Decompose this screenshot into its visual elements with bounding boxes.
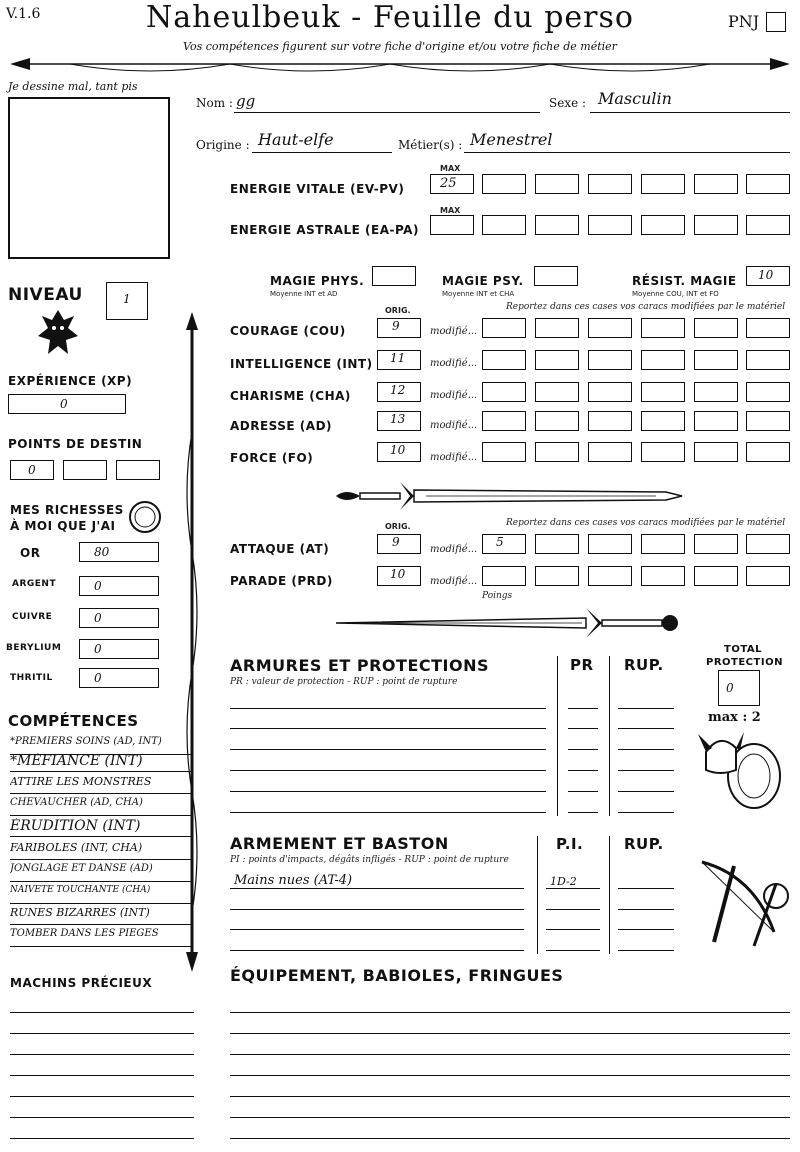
arme-rup-line[interactable] [618, 929, 674, 930]
attaque-mod-value: 5 [496, 535, 504, 549]
force-label: FORCE (FO) [230, 451, 314, 465]
competences-label: COMPÉTENCES [8, 712, 139, 730]
arme-rup-line[interactable] [618, 950, 674, 951]
intelligence-mod-box[interactable] [641, 350, 685, 370]
ev-box[interactable] [588, 174, 632, 194]
caracs-note: Reportez dans ces cases vos caracs modifiées par le matériel [506, 302, 786, 312]
armure-pr-line[interactable] [568, 791, 598, 792]
intelligence-mod-box[interactable] [535, 350, 579, 370]
resist-magie-label: RÉSIST. MAGIE [632, 274, 737, 288]
weapon-name: Mains nues (AT-4) [234, 873, 353, 888]
armure-pr-line[interactable] [568, 812, 598, 813]
courage-mod-box[interactable] [482, 318, 526, 338]
dragon-icon [34, 306, 82, 364]
destin-box[interactable] [116, 460, 160, 480]
cuivre-box[interactable] [79, 608, 159, 628]
adresse-mod-box[interactable] [746, 411, 790, 431]
armures-label: ARMURES ET PROTECTIONS [230, 656, 489, 675]
charisme-modifie: modifié... [430, 390, 478, 401]
metier-value: Menestrel [470, 130, 553, 149]
portrait-frame[interactable] [8, 97, 170, 259]
ea-max-label: MAX [440, 206, 461, 215]
destin-value: 0 [28, 463, 36, 477]
magie-phys-label: MAGIE PHYS. [270, 274, 365, 288]
adresse-mod-box[interactable] [694, 411, 738, 431]
attaque-mod-box[interactable] [694, 534, 738, 554]
competence-item[interactable]: *PREMIERS SOINS (AD, INT) [10, 736, 192, 755]
parade-label: PARADE (PRD) [230, 574, 333, 588]
equipement-line[interactable] [230, 1012, 790, 1013]
metier-label: Métier(s) : [398, 138, 463, 152]
ea-box[interactable] [535, 215, 579, 235]
experience-label: EXPÉRIENCE (XP) [8, 374, 133, 388]
adresse-label: ADRESSE (AD) [230, 419, 333, 433]
or-value: 80 [94, 545, 110, 559]
ea-box[interactable] [482, 215, 526, 235]
charisme-mod-box[interactable] [482, 382, 526, 402]
total-protection-max: max : 2 [708, 710, 761, 725]
courage-mod-box[interactable] [641, 318, 685, 338]
pnj-checkbox[interactable] [766, 12, 786, 32]
armure-pr-line[interactable] [568, 708, 598, 709]
parade-mod-box[interactable] [535, 566, 579, 586]
arme-pi-line[interactable] [546, 929, 600, 930]
magie-psy-note: Moyenne INT et CHA [442, 290, 515, 298]
ev-box[interactable] [482, 174, 526, 194]
force-mod-box[interactable] [641, 442, 685, 462]
courage-value: 9 [392, 319, 400, 333]
adresse-mod-box[interactable] [641, 411, 685, 431]
armement-pi-header: P.I. [556, 835, 584, 853]
total-protection-label-1: TOTAL [724, 644, 762, 655]
armement-rup-header: RUP. [624, 835, 664, 853]
courage-label: COURAGE (COU) [230, 324, 346, 338]
helmet-shield-icon [696, 726, 786, 812]
attaque-mod-box[interactable] [482, 534, 526, 554]
coin-icon [128, 500, 162, 534]
armures-divider [609, 656, 610, 816]
attaque-mod-box[interactable] [641, 534, 685, 554]
ev-box[interactable] [641, 174, 685, 194]
armure-line[interactable] [230, 708, 546, 709]
adresse-mod-box[interactable] [482, 411, 526, 431]
armement-divider [537, 836, 538, 954]
armure-line[interactable] [230, 728, 546, 729]
berylium-box[interactable] [79, 639, 159, 659]
competence-item[interactable]: CHEVAUCHER (AD, CHA) [10, 797, 192, 816]
sword-icon [336, 606, 684, 640]
equipement-line[interactable] [230, 1138, 790, 1139]
ea-box[interactable] [588, 215, 632, 235]
richesses-label-1: MES RICHESSES [10, 503, 124, 517]
armure-line[interactable] [230, 770, 546, 771]
courage-mod-box[interactable] [588, 318, 632, 338]
page-title: Naheulbeuk - Feuille du perso [146, 0, 634, 35]
equipement-line[interactable] [230, 1054, 790, 1055]
weapons-icon [694, 856, 790, 952]
equipement-line[interactable] [230, 1075, 790, 1076]
attaque-modifie: modifié... [430, 544, 478, 555]
attaque-value: 9 [392, 535, 400, 549]
berylium-label: BERYLIUM [6, 643, 62, 653]
magie-psy-box[interactable] [534, 266, 578, 286]
metier-field[interactable] [464, 152, 790, 153]
adresse-mod-box[interactable] [588, 411, 632, 431]
parade-modifie: modifié... [430, 576, 478, 587]
experience-value: 0 [60, 397, 68, 411]
force-modifie: modifié... [430, 452, 478, 463]
arme-line[interactable] [230, 909, 524, 910]
arme-pi-line[interactable] [546, 888, 600, 889]
charisme-mod-box[interactable] [588, 382, 632, 402]
adresse-mod-box[interactable] [535, 411, 579, 431]
magie-phys-box[interactable] [372, 266, 416, 286]
niveau-value: 1 [123, 292, 131, 306]
attaque-mod-box[interactable] [746, 534, 790, 554]
or-box[interactable] [79, 542, 159, 562]
intelligence-mod-box[interactable] [694, 350, 738, 370]
ea-box[interactable] [641, 215, 685, 235]
adresse-modifie: modifié... [430, 420, 478, 431]
courage-modifie: modifié... [430, 326, 478, 337]
machins-label: MACHINS PRÉCIEUX [10, 976, 153, 990]
adresse-value: 13 [390, 412, 406, 426]
arme-rup-line[interactable] [618, 888, 674, 889]
attaque-label: ATTAQUE (AT) [230, 542, 330, 556]
parade-mod-box[interactable] [746, 566, 790, 586]
spear-ornament-icon [10, 54, 790, 78]
cuivre-value: 0 [94, 611, 102, 625]
armure-rup-line[interactable] [618, 708, 674, 709]
richesses-label-2: À MOI QUE J'AI [10, 519, 116, 533]
charisme-mod-box[interactable] [746, 382, 790, 402]
machin-line[interactable] [10, 1033, 194, 1034]
courage-mod-box[interactable] [746, 318, 790, 338]
ev-box[interactable] [746, 174, 790, 194]
courage-mod-box[interactable] [694, 318, 738, 338]
berylium-value: 0 [94, 642, 102, 656]
charisme-value: 12 [390, 383, 406, 397]
competence-item[interactable]: NAÏVETÉ TOUCHANTE (CHA) [10, 885, 192, 904]
force-mod-box[interactable] [588, 442, 632, 462]
ev-box[interactable] [535, 174, 579, 194]
parade-value: 10 [390, 567, 406, 581]
armure-line[interactable] [230, 812, 546, 813]
combat-note: Reportez dans ces cases vos caracs modifiées par le matériel [506, 518, 786, 528]
armement-label: ARMEMENT ET BASTON [230, 834, 449, 853]
ea-label: ENERGIE ASTRALE (EA-PA) [230, 223, 419, 237]
pnj-label: PNJ [728, 12, 760, 31]
armures-note: PR : valeur de protection - RUP : point de rupture [230, 677, 458, 687]
armure-rup-line[interactable] [618, 791, 674, 792]
nom-label: Nom : [196, 96, 233, 110]
parade-mod-box[interactable] [482, 566, 526, 586]
argent-value: 0 [94, 579, 102, 593]
armure-pr-line[interactable] [568, 770, 598, 771]
armure-rup-line[interactable] [618, 728, 674, 729]
machin-line[interactable] [10, 1075, 194, 1076]
competence-item[interactable]: *MÉFIANCE (INT) [10, 753, 192, 772]
armement-divider [609, 836, 610, 954]
intelligence-mod-box[interactable] [746, 350, 790, 370]
machin-line[interactable] [10, 1096, 194, 1097]
intelligence-modifie: modifié... [430, 358, 478, 369]
parade-mod-box[interactable] [641, 566, 685, 586]
version-label: V.1.6 [6, 6, 41, 22]
resist-magie-note: Moyenne COU, INT et FO [632, 290, 719, 298]
ea-box[interactable] [746, 215, 790, 235]
machin-line[interactable] [10, 1054, 194, 1055]
page-subtitle: Vos compétences figurent sur votre fiche d'origine et/ou votre fiche de métier [183, 40, 617, 53]
intelligence-mod-box[interactable] [482, 350, 526, 370]
ev-box[interactable] [694, 174, 738, 194]
ev-max-label: MAX [440, 164, 461, 173]
sexe-field[interactable] [590, 112, 790, 113]
force-mod-box[interactable] [482, 442, 526, 462]
combat-orig-label: ORIG. [385, 522, 411, 531]
machin-line[interactable] [10, 1117, 194, 1118]
ev-value: 25 [440, 176, 457, 191]
sexe-value: Masculin [598, 89, 672, 108]
charisme-mod-box[interactable] [641, 382, 685, 402]
intelligence-mod-box[interactable] [588, 350, 632, 370]
ev-label: ENERGIE VITALE (EV-PV) [230, 182, 405, 196]
competence-item[interactable]: ATTIRE LES MONSTRES [10, 775, 192, 794]
cuivre-label: CUIVRE [12, 612, 53, 622]
competence-item[interactable]: FARIBOLES (INT, CHA) [10, 841, 192, 860]
force-mod-box[interactable] [535, 442, 579, 462]
equipement-line[interactable] [230, 1117, 790, 1118]
intelligence-value: 11 [390, 351, 406, 365]
thritil-value: 0 [94, 671, 102, 685]
arme-pi-line[interactable] [546, 909, 600, 910]
competence-item[interactable]: RUNES BIZARRES (INT) [10, 906, 192, 925]
armure-line[interactable] [230, 791, 546, 792]
total-protection-value: 0 [726, 681, 734, 695]
arme-rup-line[interactable] [618, 909, 674, 910]
magie-psy-label: MAGIE PSY. [442, 274, 524, 288]
or-label: OR [20, 546, 41, 560]
equipement-line[interactable] [230, 1033, 790, 1034]
ea-box[interactable] [694, 215, 738, 235]
armure-pr-line[interactable] [568, 749, 598, 750]
machin-line[interactable] [10, 1012, 194, 1013]
poings-label: Poings [482, 591, 513, 601]
argent-box[interactable] [79, 576, 159, 596]
armure-rup-line[interactable] [618, 770, 674, 771]
force-value: 10 [390, 443, 406, 457]
ea-max-box[interactable] [430, 215, 474, 235]
origine-value: Haut-elfe [258, 130, 334, 149]
force-mod-box[interactable] [694, 442, 738, 462]
intelligence-label: INTELLIGENCE (INT) [230, 357, 373, 371]
equipement-line[interactable] [230, 1096, 790, 1097]
total-protection-box[interactable] [718, 670, 760, 706]
charisme-mod-box[interactable] [694, 382, 738, 402]
competence-item[interactable]: JONGLAGE ET DANSE (AD) [10, 863, 192, 882]
competence-item[interactable]: ÉRUDITION (INT) [10, 818, 192, 837]
armure-pr-line[interactable] [568, 728, 598, 729]
total-protection-label-2: PROTECTION [706, 657, 783, 668]
caracs-orig-label: ORIG. [385, 306, 411, 315]
armure-rup-line[interactable] [618, 812, 674, 813]
arme-line[interactable] [230, 888, 524, 889]
magie-phys-note: Moyenne INT et AD [270, 290, 338, 298]
weapon-pi: 1D-2 [550, 875, 577, 888]
destin-box[interactable] [63, 460, 107, 480]
machin-line[interactable] [10, 1138, 194, 1139]
competence-item[interactable]: TOMBER DANS LES PIÈGES [10, 928, 192, 947]
parade-mod-box[interactable] [694, 566, 738, 586]
origine-label: Origine : [196, 138, 250, 152]
nom-field[interactable] [234, 112, 540, 113]
force-mod-box[interactable] [746, 442, 790, 462]
parade-mod-box[interactable] [588, 566, 632, 586]
niveau-label: NIVEAU [8, 285, 83, 305]
destin-label: POINTS DE DESTIN [8, 437, 143, 451]
origine-field[interactable] [252, 152, 392, 153]
charisme-label: CHARISME (CHA) [230, 389, 351, 403]
thritil-label: THRITIL [10, 673, 53, 683]
armures-pr-header: PR [570, 656, 594, 674]
attaque-mod-box[interactable] [588, 534, 632, 554]
armures-rup-header: RUP. [624, 656, 664, 674]
courage-mod-box[interactable] [535, 318, 579, 338]
portrait-caption: Je dessine mal, tant pis [8, 80, 138, 93]
arme-line[interactable] [230, 929, 524, 930]
armure-line[interactable] [230, 749, 546, 750]
armures-divider [557, 656, 558, 816]
arme-pi-line[interactable] [546, 950, 600, 951]
armement-note: PI : points d'impacts, dégâts infligés - RUP : point de rupture [230, 855, 509, 865]
sword-icon [336, 478, 686, 514]
equipement-label: ÉQUIPEMENT, BABIOLES, FRINGUES [230, 966, 564, 985]
argent-label: ARGENT [12, 579, 57, 589]
arme-line[interactable] [230, 950, 524, 951]
nom-value: gg [236, 92, 256, 110]
thritil-box[interactable] [79, 668, 159, 688]
resist-magie-value: 10 [758, 268, 774, 282]
charisme-mod-box[interactable] [535, 382, 579, 402]
armure-rup-line[interactable] [618, 749, 674, 750]
sexe-label: Sexe : [549, 96, 587, 110]
attaque-mod-box[interactable] [535, 534, 579, 554]
